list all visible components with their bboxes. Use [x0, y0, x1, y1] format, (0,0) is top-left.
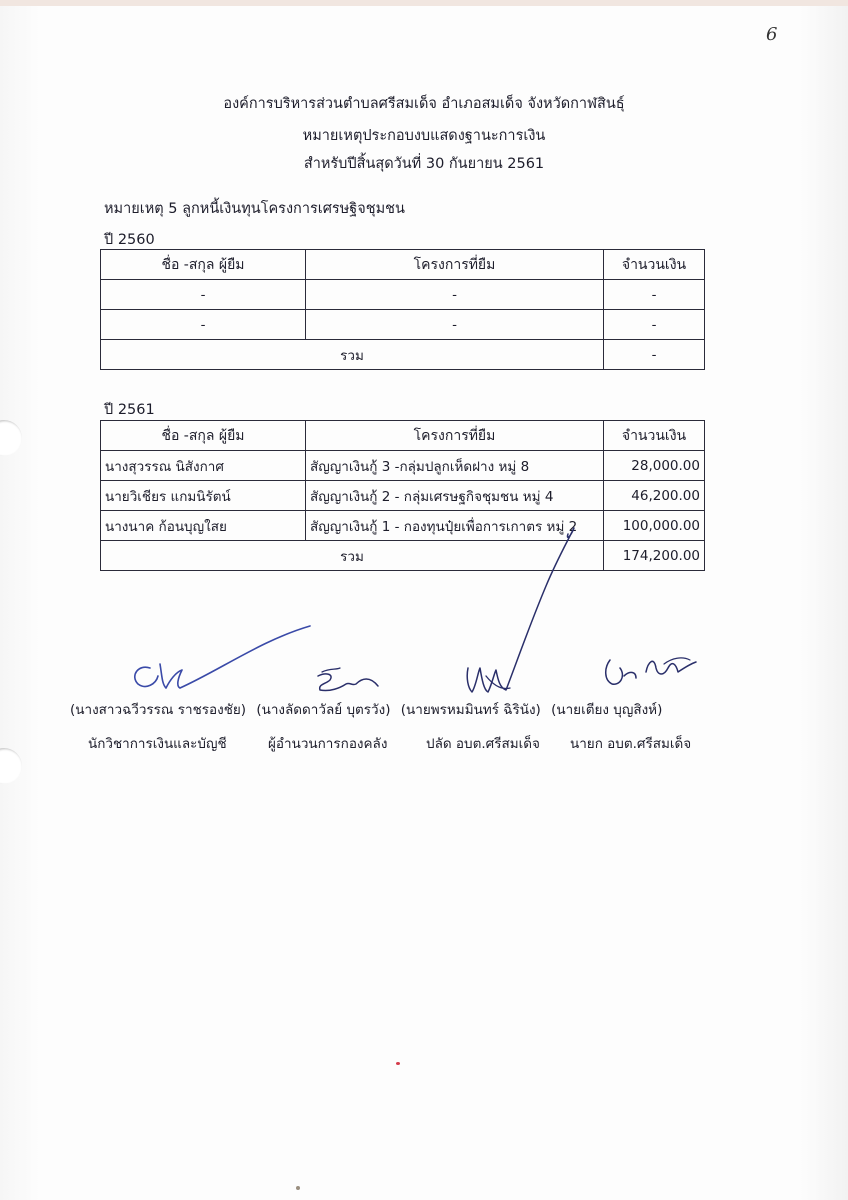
- column-header-name: ชื่อ -สกุล ผู้ยืม: [101, 421, 306, 451]
- cell-amount: 28,000.00: [604, 451, 705, 481]
- column-header-name: ชื่อ -สกุล ผู้ยืม: [101, 250, 306, 280]
- signature-3-mark: [467, 528, 574, 692]
- signatory-2-name: (นางลัดดาวัลย์ บุตรวัง): [256, 702, 391, 718]
- cell-amount: -: [604, 310, 705, 340]
- cell-amount: 100,000.00: [604, 511, 705, 541]
- total-amount: -: [604, 340, 705, 370]
- cell-name: -: [101, 280, 306, 310]
- organization-heading: องค์การบริหารส่วนตำบลศรีสมเด็จ อำเภอสมเด็จ จังหวัดกาฬสินธุ์: [223, 96, 625, 112]
- cell-project: -: [306, 310, 604, 340]
- signatory-3-name: (นายพรหมมินทร์ ฉิรินัง): [400, 702, 541, 718]
- cell-amount: 46,200.00: [604, 481, 705, 511]
- red-speck: [396, 1062, 400, 1065]
- signature-1-mark: [135, 626, 310, 688]
- cell-name: -: [101, 310, 306, 340]
- cell-project: สัญญาเงินกู้ 2 - กลุ่มเศรษฐกิจชุมชน หมู่ 4: [306, 481, 604, 511]
- column-header-project: โครงการที่ยืม: [306, 250, 604, 280]
- column-header-amount: จำนวนเงิน: [604, 421, 705, 451]
- column-header-project: โครงการที่ยืม: [306, 421, 604, 451]
- note-title: หมายเหตุ 5 ลูกหนี้เงินทุนโครงการเศรษฐิจชุมชน: [104, 201, 405, 217]
- signatory-3-title: ปลัด อบต.ศรีสมเด็จ: [426, 736, 540, 752]
- signature-4-mark: [606, 660, 696, 684]
- signatory-4-name: (นายเตียง บุญสิงห์): [551, 702, 663, 718]
- signatory-names: [70, 698, 668, 720]
- year-2561-label: ปี 2561: [104, 402, 155, 418]
- total-label: รวม: [101, 340, 604, 370]
- year-2560-label: ปี 2560: [104, 232, 155, 248]
- cell-amount: -: [604, 280, 705, 310]
- cell-project: สัญญาเงินกู้ 1 - กองทุนปุ๋ยเพื่อการเกาตร หมู่ 2: [306, 511, 604, 541]
- total-amount: 174,200.00: [604, 541, 705, 571]
- period-heading: สำหรับปีสิ้นสุดวันที่ 30 กันยายน 2561: [303, 156, 545, 172]
- signatory-2-title: ผู้อำนวนการกองคลัง: [268, 736, 388, 752]
- paper-speck: [296, 1186, 300, 1190]
- cell-name: นายวิเชียร แกมนิรัตน์: [101, 481, 306, 511]
- signature-2-mark: [318, 674, 378, 691]
- cell-project: สัญญาเงินกู้ 3 -กลุ่มปลูกเห็ดฝาง หมู่ 8: [306, 451, 604, 481]
- total-label: รวม: [101, 541, 604, 571]
- cell-name: นางสุวรรณ นิสังกาศ: [101, 451, 306, 481]
- signatory-1-title: นักวิชาการเงินและบัญชี: [88, 736, 227, 752]
- signatory-1-name: (นางสาวฉวีวรรณ ราชรองชัย): [70, 702, 247, 718]
- signatory-4-title: นายก อบต.ศรีสมเด็จ: [570, 736, 692, 752]
- column-header-amount: จำนวนเงิน: [604, 250, 705, 280]
- cell-project: -: [306, 280, 604, 310]
- handwritten-page-number: 6: [766, 24, 778, 45]
- statement-heading: หมายเหตุประกอบงบแสดงฐานะการเงิน: [302, 128, 546, 144]
- cell-name: นางนาค ก้อนบุญใสย: [101, 511, 306, 541]
